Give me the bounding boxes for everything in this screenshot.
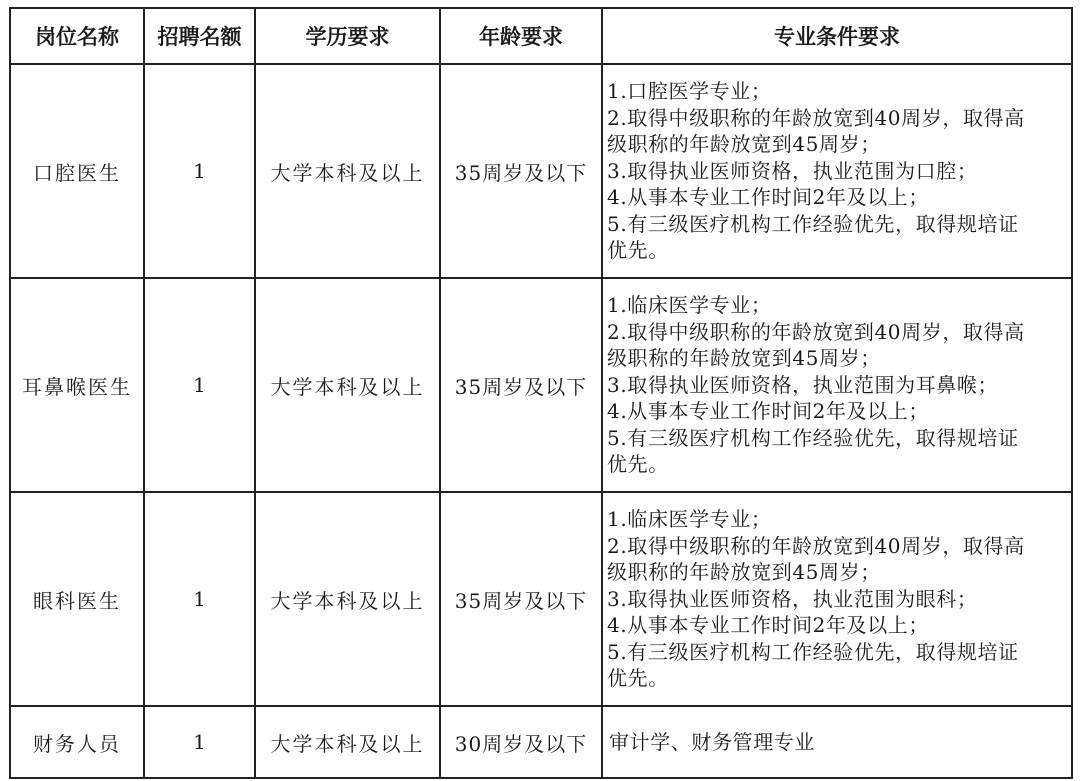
header-education: 学历要求 (255, 8, 440, 64)
cell-age: 35周岁及以下 (440, 492, 602, 706)
requirement-line: 1.口腔医学专业； (607, 78, 772, 103)
cell-requirements (602, 64, 1072, 278)
cell-age: 35周岁及以下 (440, 64, 602, 278)
requirement-line: 1.临床医学专业； (607, 506, 772, 531)
cell-position: 眼科医生 (10, 492, 144, 706)
header-row (10, 8, 1072, 64)
cell-education: 大学本科及以上 (255, 278, 440, 492)
requirement-line: 5.有三级医疗机构工作经验优先，取得规培证 (607, 639, 1019, 664)
cell-position: 耳鼻喉医生 (10, 278, 144, 492)
requirement-line: 1.临床医学专业； (607, 292, 772, 317)
header-position: 岗位名称 (10, 8, 144, 64)
cell-quota: 1 (144, 278, 255, 492)
header-age: 年龄要求 (440, 8, 602, 64)
cell-requirements (602, 278, 1072, 492)
cell-quota: 1 (144, 64, 255, 278)
requirement-line: 审计学、财务管理专业 (609, 729, 815, 754)
requirement-line: 4.从事本专业工作时间2年及以上； (607, 185, 930, 210)
header-requirements: 专业条件要求 (602, 8, 1072, 64)
cell-position: 财务人员 (10, 706, 144, 778)
recruitment-table-container (9, 7, 1073, 779)
requirement-line: 5.有三级医疗机构工作经验优先，取得规培证 (607, 211, 1019, 236)
cell-education: 大学本科及以上 (255, 706, 440, 778)
requirement-line: 优先。 (607, 238, 669, 263)
requirement-line: 3.取得执业医师资格，执业范围为眼科； (607, 586, 978, 611)
requirement-line: 5.有三级医疗机构工作经验优先，取得规培证 (607, 425, 1019, 450)
table-row (10, 706, 1072, 778)
requirement-line: 2.取得中级职称的年龄放宽到40周岁，取得高 (607, 533, 1025, 558)
table-row (10, 278, 1072, 492)
cell-education: 大学本科及以上 (255, 64, 440, 278)
requirement-line: 级职称的年龄放宽到45周岁； (607, 132, 881, 157)
table-row (10, 492, 1072, 706)
requirement-line: 3.取得执业医师资格，执业范围为口腔； (607, 158, 978, 183)
requirement-line: 级职称的年龄放宽到45周岁； (607, 346, 881, 371)
requirement-line: 4.从事本专业工作时间2年及以上； (607, 613, 930, 638)
requirement-line: 3.取得执业医师资格，执业范围为耳鼻喉； (607, 372, 999, 397)
requirement-line: 4.从事本专业工作时间2年及以上； (607, 399, 930, 424)
requirement-line: 2.取得中级职称的年龄放宽到40周岁，取得高 (607, 319, 1025, 344)
cell-requirements (602, 492, 1072, 706)
cell-quota: 1 (144, 706, 255, 778)
cell-age: 35周岁及以下 (440, 278, 602, 492)
cell-quota: 1 (144, 492, 255, 706)
cell-age: 30周岁及以下 (440, 706, 602, 778)
requirement-line: 优先。 (607, 666, 669, 691)
cell-position: 口腔医生 (10, 64, 144, 278)
requirement-line: 优先。 (607, 452, 669, 477)
header-quota: 招聘名额 (144, 8, 255, 64)
recruitment-table (9, 7, 1073, 779)
cell-education: 大学本科及以上 (255, 492, 440, 706)
requirement-line: 级职称的年龄放宽到45周岁； (607, 560, 881, 585)
requirement-line: 2.取得中级职称的年龄放宽到40周岁，取得高 (607, 105, 1025, 130)
cell-requirements (602, 706, 1072, 778)
table-row (10, 64, 1072, 278)
